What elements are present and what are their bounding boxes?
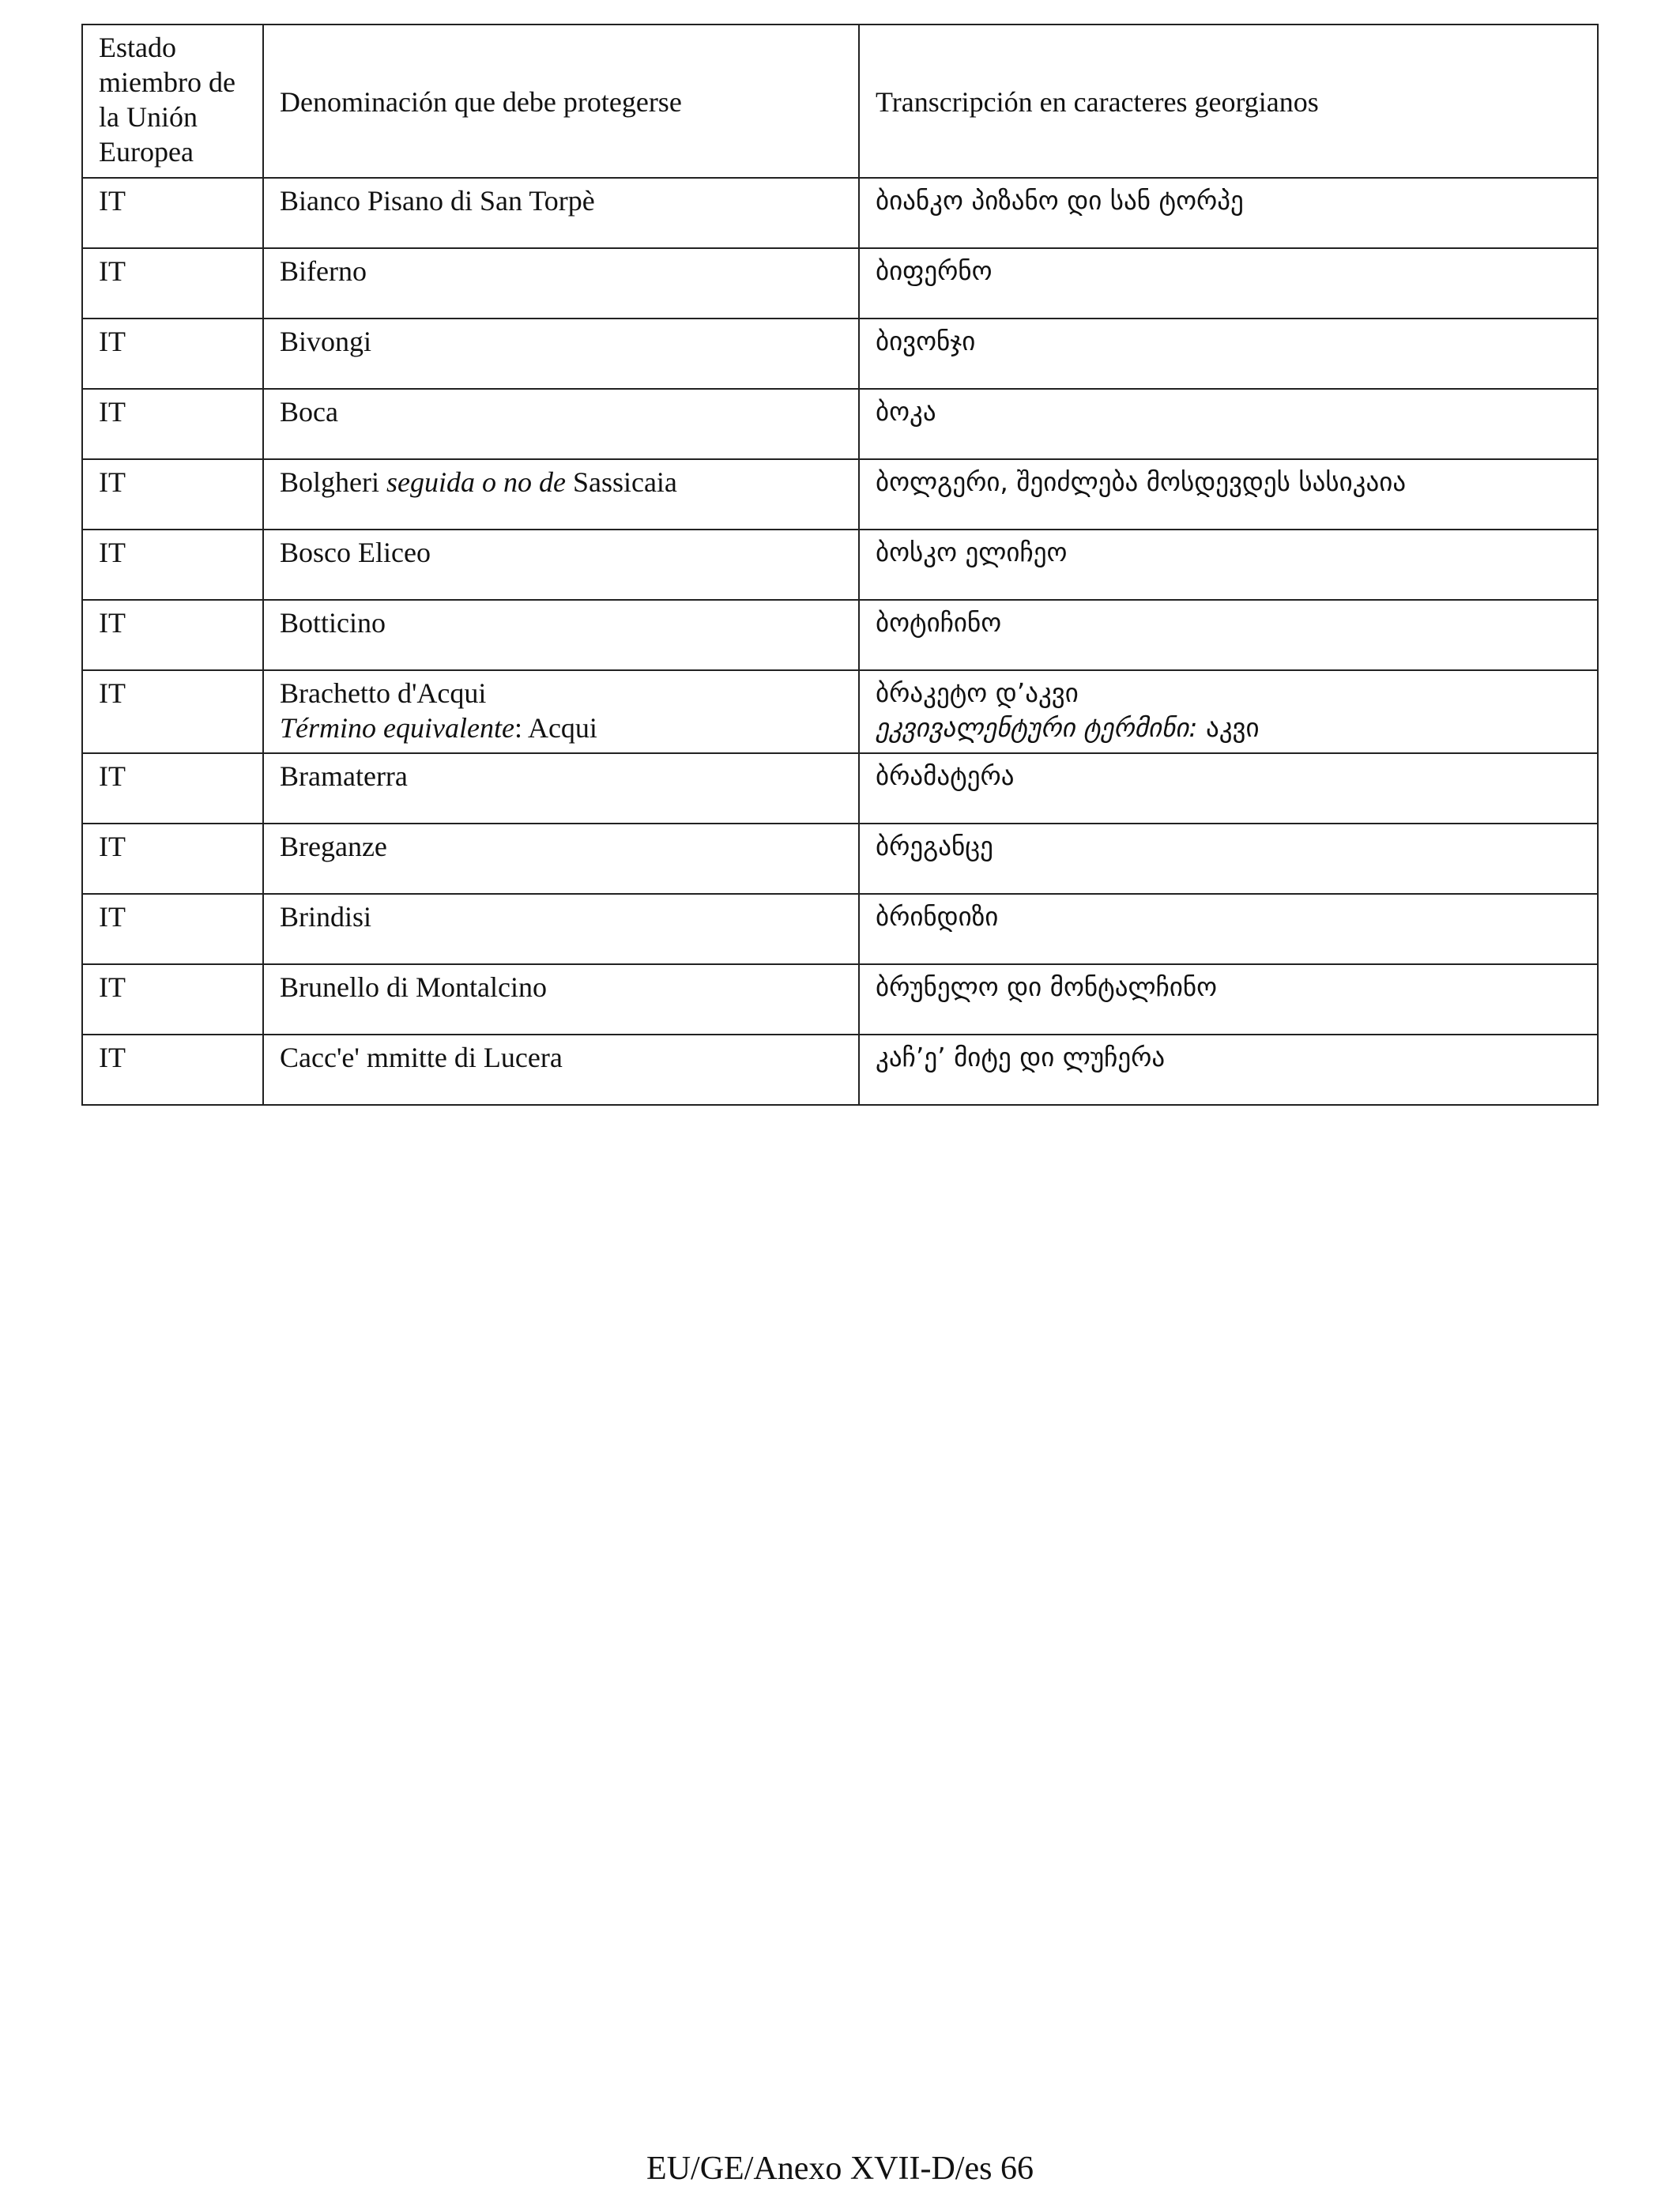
- denomination-qualifier: seguida o no de: [386, 466, 566, 498]
- cell-state: IT: [82, 178, 263, 248]
- transcription-equivalent-value: აკვი: [1205, 712, 1260, 743]
- table-row: [82, 530, 1598, 600]
- transcription-equivalent: [876, 711, 1581, 745]
- cell-transcription: ბოტიჩინო: [859, 600, 1598, 670]
- table-row: [82, 600, 1598, 670]
- denomination-suffix: Sassicaia: [572, 466, 677, 498]
- header-denomination: Denominación que debe protegerse: [263, 25, 859, 178]
- cell-state: IT: [82, 824, 263, 894]
- cell-denomination: Botticino: [263, 600, 859, 670]
- cell-transcription: ბრინდიზი: [859, 894, 1598, 964]
- cell-denomination: Brindisi: [263, 894, 859, 964]
- cell-transcription: ბოლგერი, შეიძლება მოსდევდეს სასიკაია: [859, 459, 1598, 530]
- cell-denomination: Bramaterra: [263, 753, 859, 824]
- cell-state: IT: [82, 600, 263, 670]
- table-row: [82, 824, 1598, 894]
- equivalent-term-value: Acqui: [527, 712, 597, 744]
- denomination-equivalent: Término equivalente: Acqui: [280, 712, 597, 744]
- table-header-row: [82, 25, 1598, 178]
- equivalent-term-label: Término equivalente: [280, 712, 514, 744]
- cell-transcription: ბოკა: [859, 389, 1598, 459]
- cell-state: IT: [82, 319, 263, 389]
- table-row: [82, 248, 1598, 319]
- transcription-main: ბრაკეტო დ’აკვი: [876, 677, 1079, 708]
- cell-denomination: Cacc'e' mmitte di Lucera: [263, 1035, 859, 1105]
- header-transcription: Transcripción en caracteres georgianos: [859, 25, 1598, 178]
- cell-state: IT: [82, 1035, 263, 1105]
- table-row: [82, 670, 1598, 753]
- table-row: [82, 1035, 1598, 1105]
- header-member-state: Estado miembro de la Unión Europea: [82, 25, 263, 178]
- table-row: [82, 319, 1598, 389]
- denominations-table: [81, 24, 1599, 1106]
- table-row: [82, 753, 1598, 824]
- cell-state: IT: [82, 964, 263, 1035]
- cell-transcription: ბრამატერა: [859, 753, 1598, 824]
- cell-transcription: ბრეგანცე: [859, 824, 1598, 894]
- cell-state: IT: [82, 459, 263, 530]
- cell-transcription: ბოსკო ელიჩეო: [859, 530, 1598, 600]
- transcription-equivalent-label: ეკვივალენტური ტერმინი:: [876, 712, 1198, 743]
- cell-transcription: ბივონჯი: [859, 319, 1598, 389]
- cell-denomination: Brunello di Montalcino: [263, 964, 859, 1035]
- table-row: [82, 894, 1598, 964]
- cell-denomination: Bianco Pisano di San Torpè: [263, 178, 859, 248]
- cell-transcription: [859, 670, 1598, 753]
- table-row: [82, 964, 1598, 1035]
- table-row: [82, 178, 1598, 248]
- page-footer: EU/GE/Anexo XVII-D/es 66: [646, 2151, 1034, 2187]
- cell-transcription: კაჩ’ე’ მიტე დი ლუჩერა: [859, 1035, 1598, 1105]
- cell-state: IT: [82, 248, 263, 319]
- cell-transcription: ბიანკო პიზანო დი სან ტორპე: [859, 178, 1598, 248]
- table-row: [82, 459, 1598, 530]
- cell-denomination: Boca: [263, 389, 859, 459]
- cell-denomination: Biferno: [263, 248, 859, 319]
- denomination-main: Bolgheri: [280, 466, 379, 498]
- denomination-main: Brachetto d'Acqui: [280, 677, 487, 709]
- cell-transcription: ბიფერნო: [859, 248, 1598, 319]
- table-row: [82, 389, 1598, 459]
- cell-state: IT: [82, 530, 263, 600]
- cell-denomination: Bivongi: [263, 319, 859, 389]
- cell-state: IT: [82, 894, 263, 964]
- cell-state: IT: [82, 389, 263, 459]
- cell-transcription: ბრუნელო დი მონტალჩინო: [859, 964, 1598, 1035]
- cell-state: IT: [82, 753, 263, 824]
- cell-denomination: [263, 459, 859, 530]
- cell-denomination: [263, 670, 859, 753]
- cell-denomination: Bosco Eliceo: [263, 530, 859, 600]
- cell-state: IT: [82, 670, 263, 753]
- cell-denomination: Breganze: [263, 824, 859, 894]
